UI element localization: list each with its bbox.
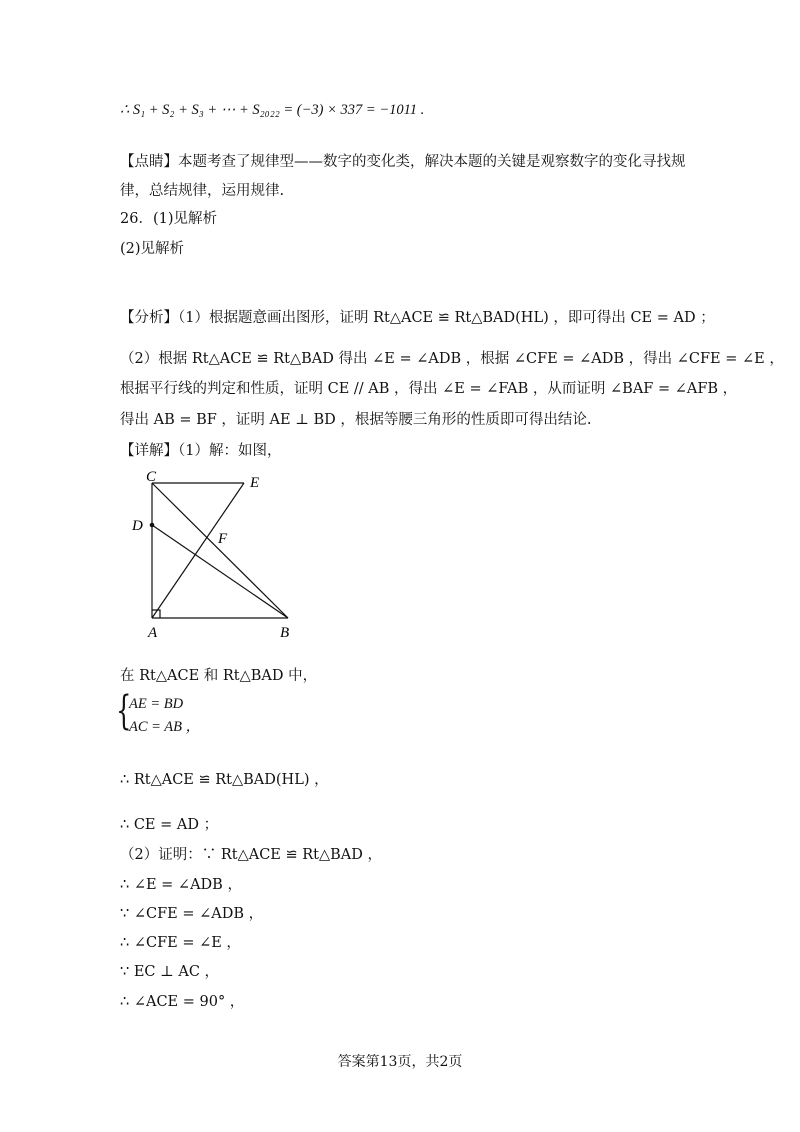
segment-ae — [152, 483, 244, 618]
condition-ac-ab: AC = AB ， — [129, 719, 201, 735]
proof-part2-start: （2）证明：∵ Rt△ACE ≌ Rt△BAD ， — [120, 847, 383, 863]
triangles-intro: 在 Rt△ACE 和 Rt△BAD 中， — [120, 668, 318, 684]
condition-ae-bd: AE = BD — [129, 696, 184, 712]
proof-step-5: ∴ ∠ACE = 90° ， — [120, 994, 245, 1010]
analysis-line-2: （2）根据 Rt△ACE ≌ Rt△BAD 得出 ∠E = ∠ADB ，根据 ∠CFE = ∠ADB ，得出 ∠CFE = ∠E ， — [120, 351, 784, 367]
ce-equals-ad: ∴ CE = AD ； — [120, 817, 219, 833]
segment-cb — [152, 483, 288, 618]
q26-part2-answer: (2)见解析 — [120, 241, 185, 257]
label-d: D — [132, 518, 143, 534]
label-a: A — [148, 625, 158, 641]
comment-line-1: 【点睛】本题考查了规律型——数字的变化类，解决本题的关键是观察数字的变化寻找规 — [120, 154, 686, 170]
solution-heading: 【详解】（1）解：如图， — [120, 443, 282, 459]
label-b: B — [280, 625, 290, 641]
system-brace: { — [116, 688, 132, 734]
comment-line-2: 律，总结规律，运用规律. — [120, 183, 285, 199]
q26-part1-answer: 26．(1)见解析 — [120, 211, 217, 227]
analysis-line-1: 【分析】（1）根据题意画出图形，证明 Rt△ACE ≌ Rt△BAD(HL) ，即可得出 CE = AD ； — [120, 310, 715, 326]
page-footer: 答案第13页，共2页 — [337, 1054, 463, 1070]
proof-step-4: ∵ EC ⊥ AC ， — [120, 964, 220, 980]
congruence-conclusion: ∴ Rt△ACE ≌ Rt△BAD(HL) ， — [120, 772, 329, 788]
proof-step-3: ∴ ∠CFE = ∠E ， — [120, 935, 241, 951]
label-e: E — [250, 475, 260, 491]
label-c: C — [146, 469, 157, 485]
proof-step-1: ∴ ∠E = ∠ADB ， — [120, 877, 242, 893]
label-f: F — [218, 531, 228, 547]
analysis-line-3: 根据平行线的判定和性质，证明 CE // AB ，得出 ∠E = ∠FAB ，从而证明 ∠BAF = ∠AFB ， — [120, 381, 738, 397]
analysis-line-4: 得出 AB = BF ，证明 AE ⊥ BD ，根据等腰三角形的性质即可得出结论. — [120, 412, 592, 428]
point-d — [150, 523, 155, 528]
sum-formula-line — [120, 100, 424, 120]
geometry-figure — [130, 465, 300, 645]
proof-step-2: ∵ ∠CFE = ∠ADB ， — [120, 906, 264, 922]
sum-formula: ∴ S₁ + S₂ + S₃ + ⋯ + S₂₀₂₂ = (−3) × 337 = −1011 . — [120, 102, 425, 118]
